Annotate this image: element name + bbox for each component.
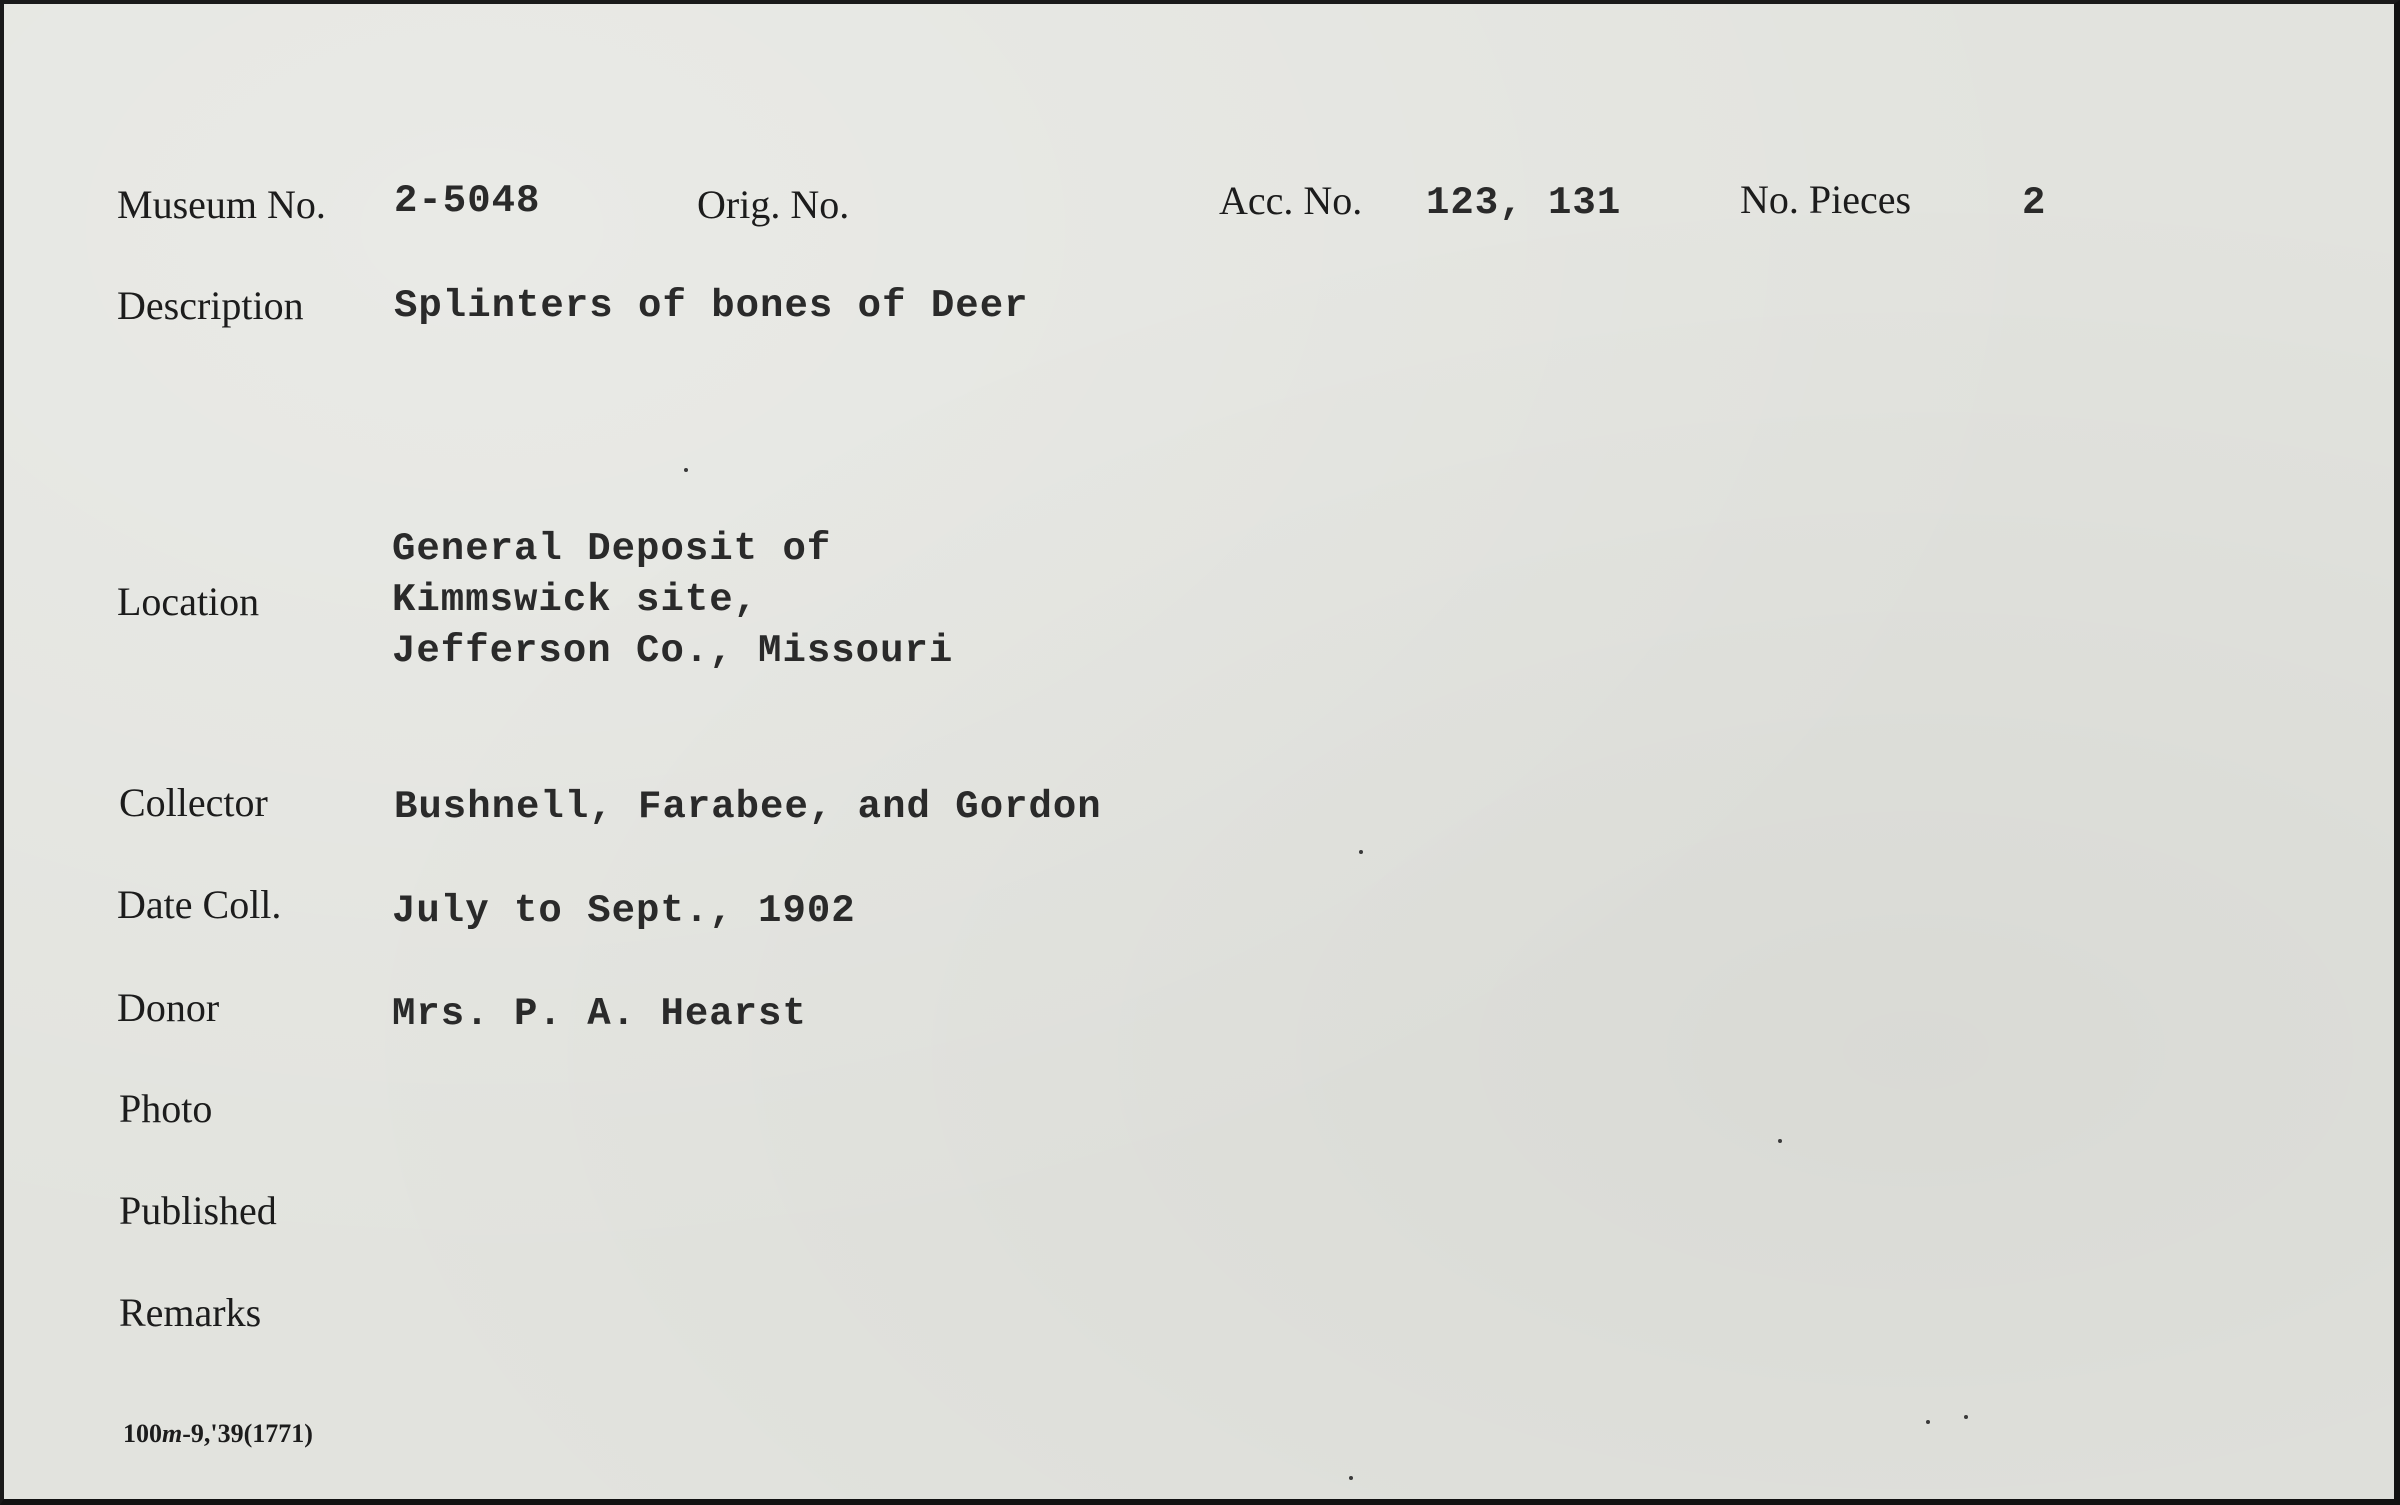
collector-value: Bushnell, Farabee, and Gordon xyxy=(394,785,1102,829)
location-label: Location xyxy=(117,579,260,624)
location-line: Kimmswick site, xyxy=(392,578,759,622)
acc-no-value: 123, 131 xyxy=(1426,181,1622,225)
collector-label: Collector xyxy=(119,780,268,825)
museum-no-label: Museum No. xyxy=(117,182,326,227)
form-code xyxy=(123,1421,313,1447)
paper-speck xyxy=(1926,1420,1930,1424)
location-value xyxy=(392,524,953,677)
description-value: Splinters of bones of Deer xyxy=(394,284,1029,328)
form-code-italic: m xyxy=(162,1419,183,1448)
date-coll-label: Date Coll. xyxy=(117,882,282,927)
paper-speck xyxy=(1778,1139,1782,1143)
description-label: Description xyxy=(117,283,304,328)
paper-speck xyxy=(1349,1476,1353,1480)
location-line: General Deposit of xyxy=(392,527,832,571)
museum-no-value: 2-5048 xyxy=(394,179,541,223)
no-pieces-label: No. Pieces xyxy=(1740,177,1912,222)
donor-value: Mrs. P. A. Hearst xyxy=(392,992,807,1036)
paper-speck xyxy=(684,468,688,472)
no-pieces-value: 2 xyxy=(2022,181,2047,225)
photo-label: Photo xyxy=(119,1086,213,1131)
paper-speck xyxy=(1964,1415,1968,1419)
orig-no-label: Orig. No. xyxy=(697,182,850,227)
form-code-prefix: 100 xyxy=(123,1419,162,1448)
remarks-label: Remarks xyxy=(119,1290,262,1335)
location-line: Jefferson Co., Missouri xyxy=(392,629,954,673)
paper-speck xyxy=(1359,850,1363,854)
donor-label: Donor xyxy=(117,985,220,1030)
acc-no-label: Acc. No. xyxy=(1219,178,1363,223)
form-code-suffix: -9,'39(1771) xyxy=(182,1419,313,1448)
published-label: Published xyxy=(119,1188,277,1233)
date-coll-value: July to Sept., 1902 xyxy=(392,889,856,933)
